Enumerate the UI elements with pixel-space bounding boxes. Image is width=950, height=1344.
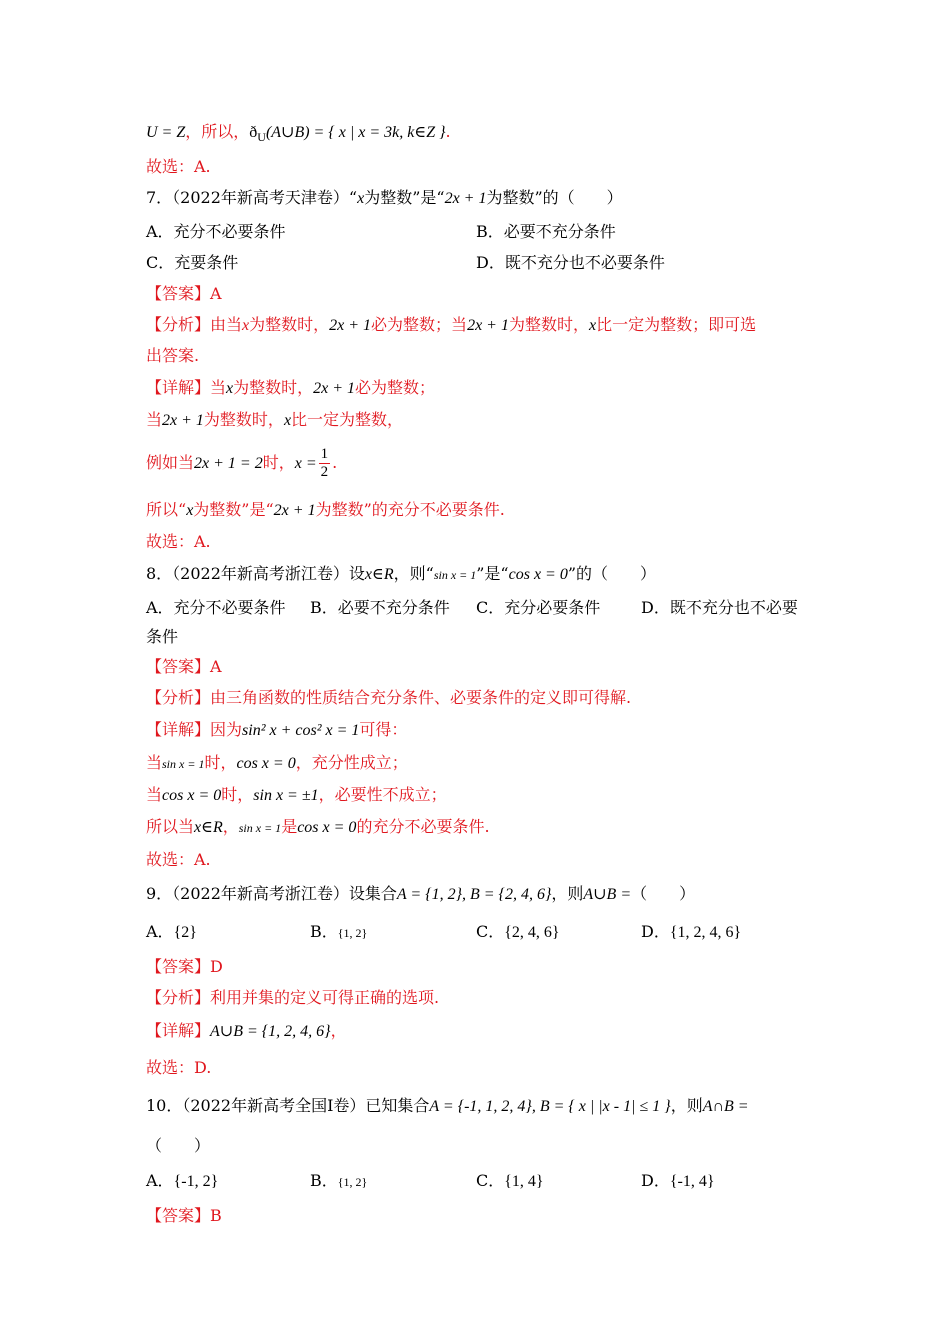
text: ”的（ ） (567, 564, 657, 583)
option-label: C． (476, 922, 505, 941)
math-text: cos x = 0 (508, 566, 568, 583)
text: 所以“ (146, 500, 187, 519)
q9-option-c[interactable] (476, 922, 560, 943)
text: ， (330, 1021, 347, 1040)
text: 【详解】 (146, 1021, 211, 1040)
option-label: A． (146, 1171, 174, 1190)
math-text: sin² x + cos² x = 1 (242, 722, 360, 739)
q7-option-c[interactable]: C．充要条件 (146, 253, 239, 272)
q8-option-a[interactable]: A．充分不必要条件 (146, 598, 286, 617)
q10-option-a[interactable] (146, 1171, 218, 1192)
subscript: U (257, 130, 266, 145)
math-text: 2x + 1 (273, 502, 316, 519)
option-value: {2} (173, 924, 197, 941)
math-text: 2x + 1 (329, 317, 372, 334)
math-text: A = {-1, 1, 2, 4} (429, 1098, 532, 1115)
q7-analysis (146, 315, 756, 336)
q7-option-d[interactable]: D．既不充分也不必要条件 (476, 253, 665, 272)
q8-detail-4 (146, 817, 490, 838)
text: 当 (146, 785, 163, 804)
math-text: x (242, 317, 250, 334)
q10-option-d[interactable] (641, 1171, 715, 1192)
q9-conclusion: 故选：D. (146, 1058, 212, 1077)
text: 为整数”是“ (364, 188, 445, 207)
math-text: x (588, 317, 597, 334)
math-text: sin x = 1 (433, 568, 477, 582)
text: 为整数”是“ (193, 500, 274, 519)
option-label: D． (641, 1171, 670, 1190)
question-8 (146, 564, 656, 585)
text: 所以当 (146, 817, 195, 836)
text: 时， (262, 453, 295, 472)
math-text: x (226, 380, 234, 397)
text: 10．（2022年新高考全国I卷）已知集合 (146, 1096, 430, 1115)
text: 7．（2022年新高考天津卷）“ (146, 188, 358, 207)
math-text: A∪B = {1, 2, 4, 6} (210, 1023, 331, 1040)
math-text: cos x = 0 (162, 787, 222, 804)
text: 9．（2022年新高考浙江卷）设集合 (146, 884, 397, 903)
choose-line: 故选：A. (146, 157, 211, 176)
text: 8．（2022年新高考浙江卷）设 (146, 564, 365, 583)
math-text: sin x = 1 (238, 821, 282, 835)
denominator: 2 (320, 464, 329, 480)
q9-option-b[interactable] (310, 922, 367, 943)
q8-conclusion: 故选：A. (146, 850, 211, 869)
math-text: 2x + 1 = 2 (194, 455, 263, 472)
q10-option-b[interactable] (310, 1171, 367, 1192)
math-text: (A∪B) = { x | x = 3k, k∈Z } (265, 124, 446, 141)
text: 当 (146, 753, 163, 772)
q7-analysis-cont: 出答案. (146, 346, 200, 365)
option-value: {1, 2} (337, 926, 368, 940)
complement-symbol: ð (249, 124, 258, 141)
previous-answer-line (146, 122, 451, 147)
option-value: {2, 4, 6} (504, 924, 560, 941)
text: ，则 (670, 1096, 703, 1115)
text: 时， (204, 753, 237, 772)
option-label: C． (476, 1171, 505, 1190)
q7-option-b[interactable]: B．必要不充分条件 (476, 222, 616, 241)
q7-conclusion: 故选：A. (146, 532, 211, 551)
math-text: B = { x | |x - 1| ≤ 1 } (539, 1098, 671, 1115)
q7-answer: 【答案】A (146, 284, 222, 303)
text: 的充分不必要条件. (356, 817, 490, 836)
question-9 (146, 884, 695, 905)
q10-option-c[interactable] (476, 1171, 544, 1192)
q8-option-b[interactable]: B．必要不充分条件 (310, 598, 450, 617)
text: 为整数时， (203, 410, 284, 429)
option-value: {-1, 2} (173, 1173, 219, 1190)
text: 必为整数； (355, 378, 436, 397)
numerator: 1 (320, 446, 329, 462)
math-text: 2x + 1 (444, 190, 487, 207)
option-label: B． (310, 1171, 338, 1190)
question-10 (146, 1096, 749, 1117)
text: （ ） (631, 884, 696, 903)
text: 为整数时， (233, 378, 314, 397)
text: 【详解】因为 (146, 720, 243, 739)
text: . (332, 453, 338, 472)
q10-answer: 【答案】B (146, 1206, 222, 1225)
text: 当 (146, 410, 163, 429)
text: 比一定为整数， (291, 410, 404, 429)
math-text: A = {1, 2}, B = {2, 4, 6} (396, 886, 552, 903)
fraction-one-half (319, 446, 331, 481)
math-text: 2x + 1 (313, 380, 356, 397)
text: ，所以， (185, 122, 250, 141)
q9-option-d[interactable] (641, 922, 741, 943)
option-label: B． (310, 922, 338, 941)
q7-detail-1 (146, 378, 435, 399)
text: 为整数时， (508, 315, 589, 334)
text: ”是“ (476, 564, 509, 583)
q8-detail-1 (146, 720, 407, 741)
math-text: U = Z (146, 124, 186, 141)
q8-option-d[interactable]: D．既不充分也不必要 (641, 598, 798, 617)
option-label: D． (641, 922, 670, 941)
math-text: x (283, 412, 292, 429)
q9-detail (146, 1021, 347, 1042)
q8-detail-2 (146, 753, 408, 774)
math-text: 2x + 1 (467, 317, 509, 334)
text: 为整数”的充分不必要条件. (315, 500, 505, 519)
text: 例如当 (146, 453, 195, 472)
text: 【分析】由当 (146, 315, 243, 334)
q9-answer: 【答案】D (146, 957, 223, 976)
math-text: A∩B = (702, 1098, 749, 1115)
math-text: x∈R (194, 819, 223, 836)
text: 为整数”的（ ） (486, 188, 623, 207)
q8-detail-3 (146, 785, 447, 806)
text: . (445, 122, 451, 141)
text: 是 (281, 817, 298, 836)
math-text: 2x + 1 (162, 412, 204, 429)
text: ，则 (551, 884, 584, 903)
math-text: sin x = 1 (162, 757, 205, 771)
option-label: A． (146, 922, 174, 941)
math-text: , (531, 1098, 540, 1115)
math-text: cos x = 0 (236, 755, 296, 772)
text: ， (222, 817, 239, 836)
text: 【详解】当 (146, 378, 227, 397)
option-value: {1, 2} (337, 1175, 368, 1189)
math-text: cos x = 0 (297, 819, 357, 836)
q8-option-c[interactable]: C．充分必要条件 (476, 598, 601, 617)
text: ，必要性不成立； (318, 785, 447, 804)
text: 必为整数；当 (371, 315, 468, 334)
option-value: {-1, 4} (669, 1173, 715, 1190)
q7-detail-4 (146, 500, 505, 521)
option-value: {1, 4} (504, 1173, 544, 1190)
text: 为整数时， (249, 315, 330, 334)
option-value: {1, 2, 4, 6} (669, 924, 742, 941)
math-text: x (186, 502, 194, 519)
math-text: x (357, 190, 365, 207)
q7-option-a[interactable]: A．充分不必要条件 (146, 222, 286, 241)
math-text: sin x = ±1 (253, 787, 319, 804)
text: 可得： (359, 720, 408, 739)
q7-detail-2 (146, 410, 403, 431)
question-7 (146, 188, 623, 209)
text: ，充分性成立； (295, 753, 408, 772)
text: 比一定为整数；即可选 (596, 315, 757, 334)
question-10-paren: （ ） (146, 1136, 211, 1155)
q9-analysis: 【分析】利用并集的定义可得正确的选项. (146, 988, 440, 1007)
q8-analysis: 【分析】由三角函数的性质结合充分条件、必要条件的定义即可得解. (146, 688, 632, 707)
q8-answer: 【答案】A (146, 657, 222, 676)
math-text: x∈R (364, 566, 394, 583)
math-text: A∪B = (583, 886, 632, 903)
q7-detail-3 (146, 442, 337, 485)
text: 时， (221, 785, 254, 804)
math-text: x = (294, 455, 317, 472)
text: ，则“ (393, 564, 434, 583)
q9-option-a[interactable] (146, 922, 197, 943)
q8-option-d-cont: 条件 (146, 627, 179, 646)
